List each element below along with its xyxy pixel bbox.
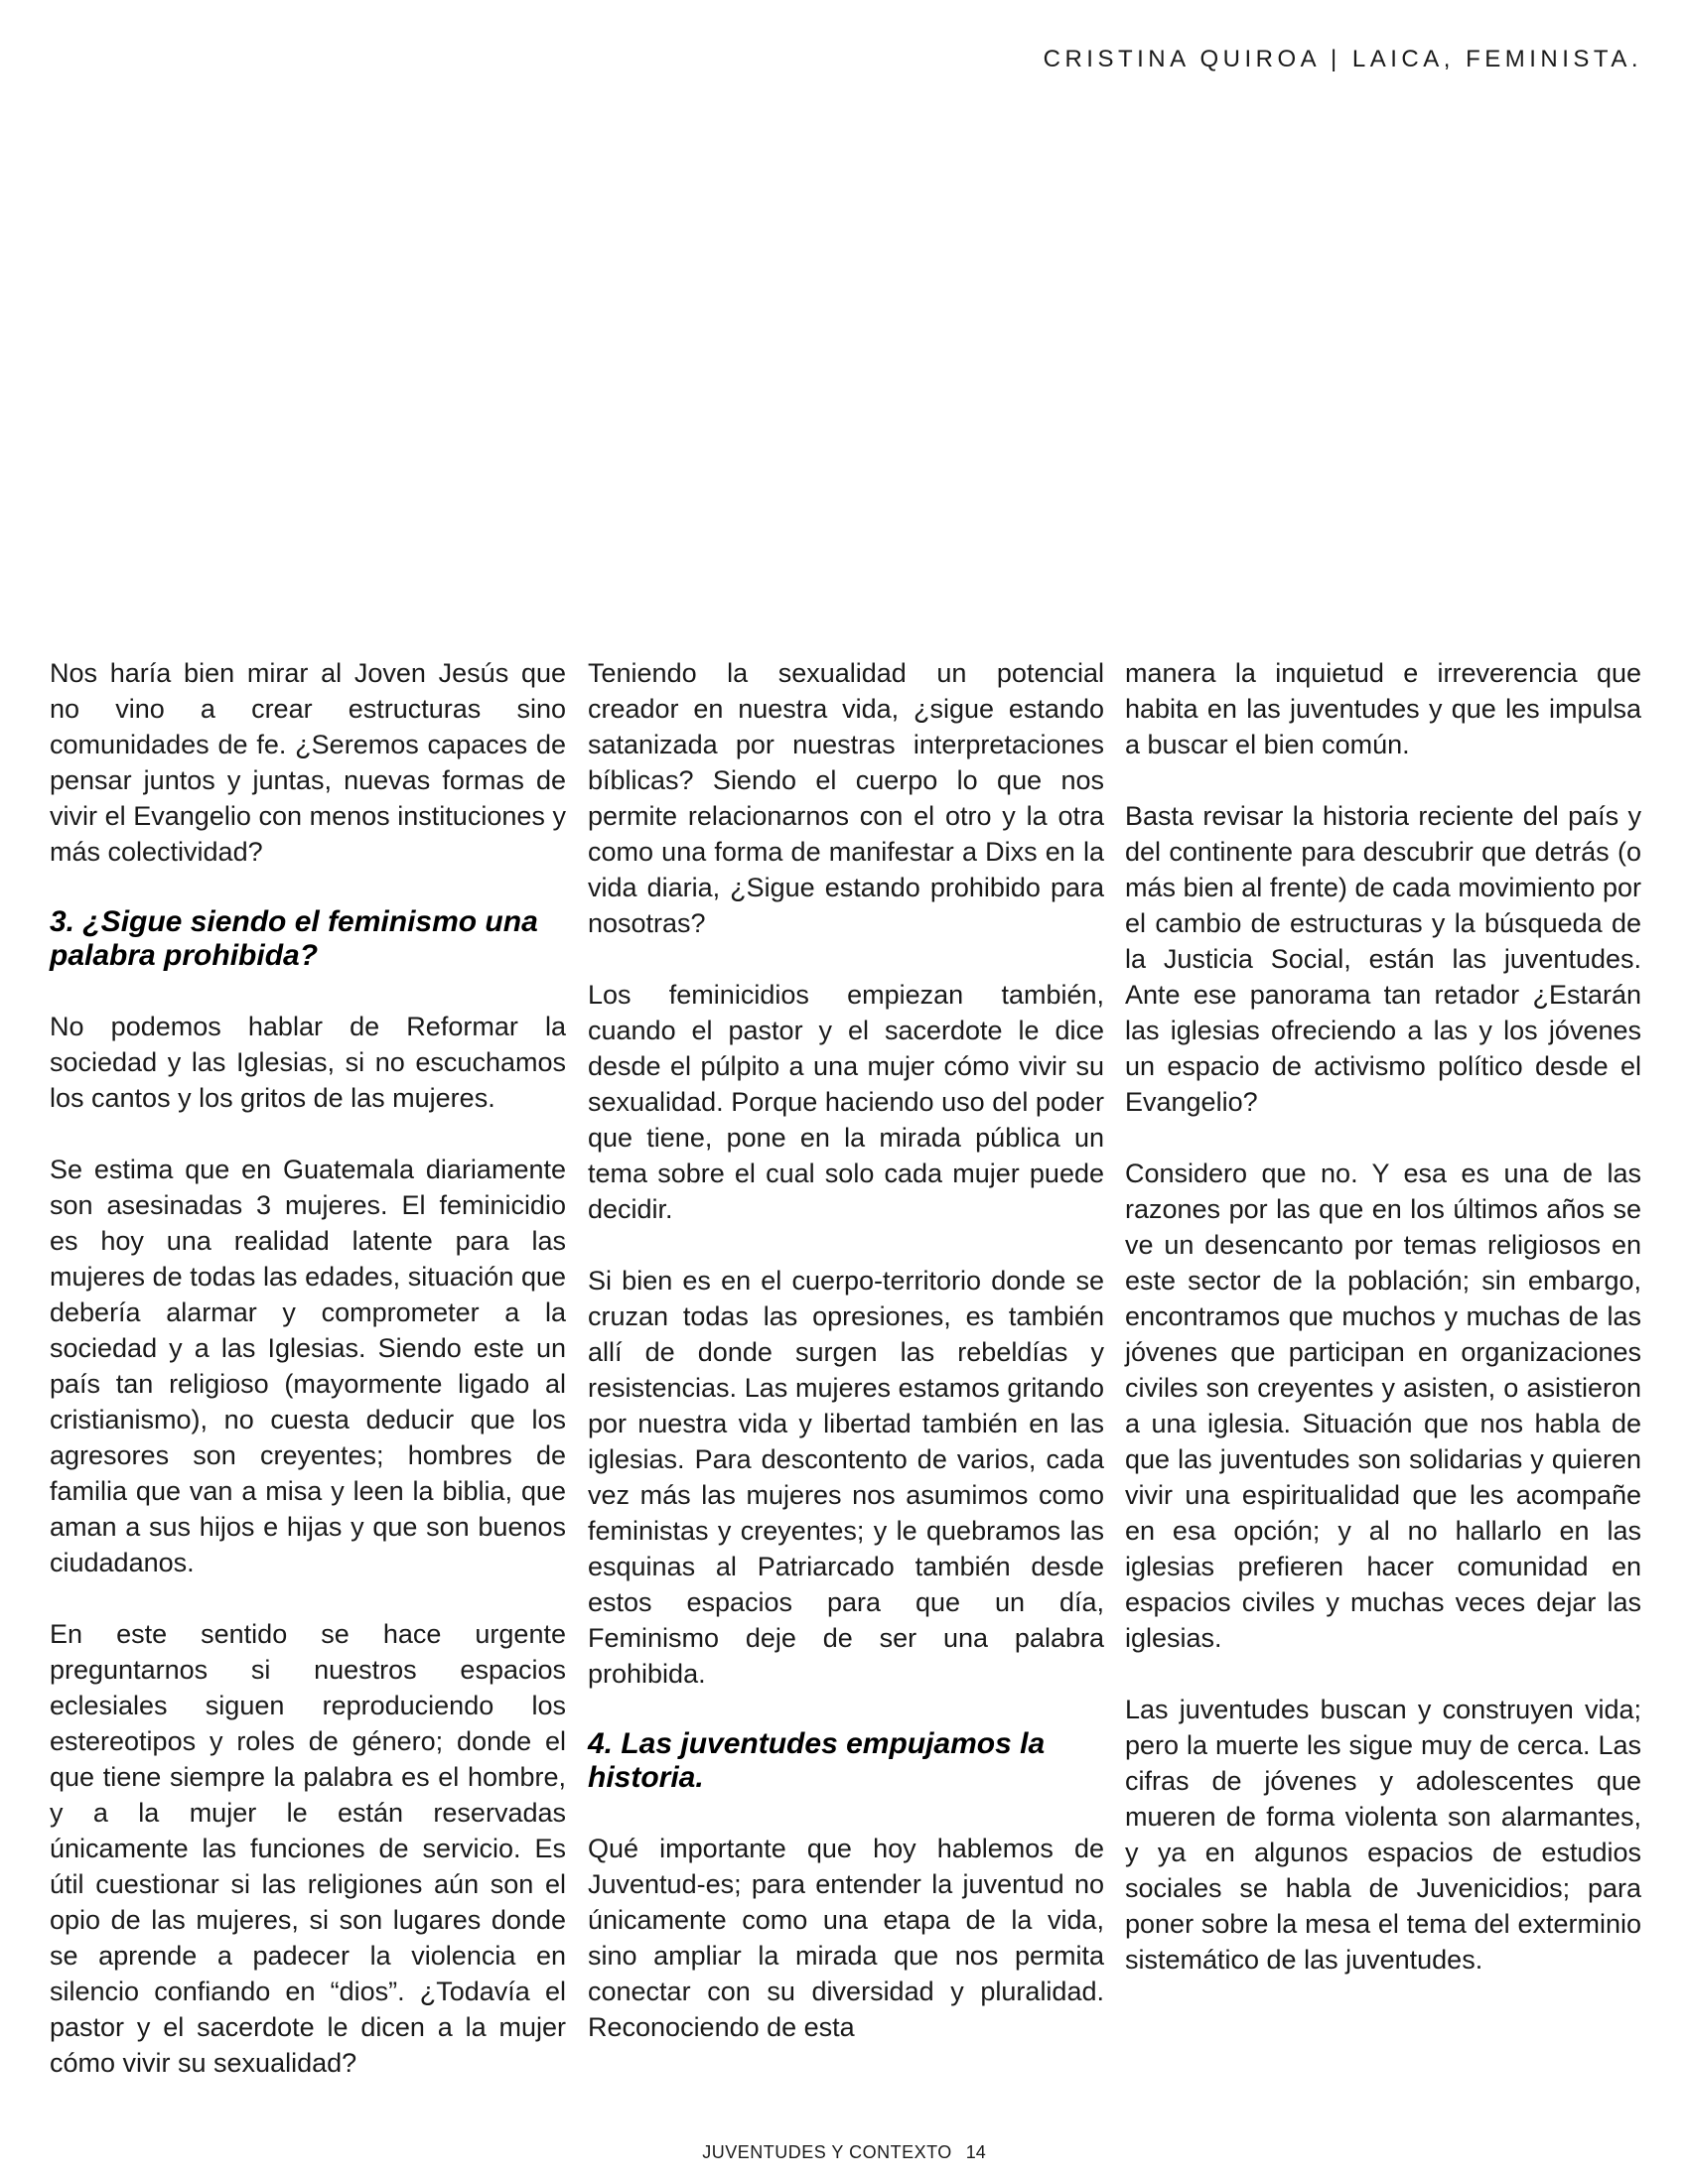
column-2: [588, 655, 1104, 2081]
section-heading-3: 3. ¿Sigue siendo el feminismo una palabra prohibida?: [50, 905, 538, 972]
section-heading-4: 4. Las juventudes empujamos la historia.: [588, 1727, 1046, 1794]
paragraph: Nos haría bien mirar al Joven Jesús que no vino a crear estructuras sino comunidades de fe. ¿Seremos capaces de pensar juntos y juntas, nuevas formas de vivir el Evangelio con menos instituciones y más colectividad?: [50, 658, 566, 867]
paragraph: Si bien es en el cuerpo-territorio donde se cruzan todas las opresiones, es también allí de donde surgen las rebeldías y resistencias. Las mujeres estamos gritando por nuestra vida y libertad también en las iglesias. Para descontento de varios, cada vez más las mujeres nos asumimos como feministas y creyentes; y le quebramos las esquinas al Patriarcado también desde estos espacios para que un día, Feminismo deje de ser una palabra prohibida.: [588, 1266, 1104, 1689]
paragraph: Qué importante que hoy hablemos de Juventud-es; para entender la juventud no únicamente como una etapa de la vida, sino ampliar la mirada que nos permita conectar con su diversidad y pluralidad. Reconociendo de esta: [588, 1834, 1104, 2042]
paragraph: Las juventudes buscan y construyen vida; pero la muerte les sigue muy de cerca. Las cifras de jóvenes y adolescentes que mueren de forma violenta son alarmantes, y ya en algunos espacios de estudios sociales se habla de Juvenicidios; para poner sobre la mesa el tema del exterminio sistemático de las juventudes.: [1125, 1695, 1641, 1975]
paragraph: Los feminicidios empiezan también, cuando el pastor y el sacerdote le dice desde el púlpito a una mujer cómo vivir su sexualidad. Porque haciendo uso del poder que tiene, pone en la mirada pública un tema sobre el cual solo cada mujer puede decidir.: [588, 980, 1104, 1224]
paragraph: Teniendo la sexualidad un potencial creador en nuestra vida, ¿sigue estando satanizada por nuestras interpretaciones bíblicas? Siendo el cuerpo lo que nos permite relacionarnos con el otro y la otra como una forma de manifestar a Dixs en la vida diaria, ¿Sigue estando prohibido para nosotras?: [588, 658, 1104, 938]
paragraph: Basta revisar la historia reciente del país y del continente para descubrir que detrás (o más bien al frente) de cada movimiento por el cambio de estructuras y la búsqueda de la Justicia Social, están las juventudes. Ante ese panorama tan retador ¿Estarán las iglesias ofreciendo a las y los jóvenes un espacio de activismo político desde el Evangelio?: [1125, 801, 1641, 1117]
article-body: [50, 655, 1641, 2085]
paragraph: No podemos hablar de Reformar la sociedad y las Iglesias, si no escuchamos los cantos y los gritos de las mujeres.: [50, 1012, 566, 1113]
publication-name: JUVENTUDES Y CONTEXTO: [702, 2142, 952, 2162]
running-header: CRISTINA QUIROA | LAICA, FEMINISTA.: [1043, 46, 1642, 72]
page-footer: [0, 2142, 1688, 2163]
column-1: [50, 655, 566, 2116]
paragraph: Se estima que en Guatemala diariamente son asesinadas 3 mujeres. El feminicidio es hoy una realidad latente para las mujeres de todas las edades, situación que debería alarmar y comprometer a la sociedad y a las Iglesias. Siendo este un país tan religioso (mayormente ligado al cristianismo), no cuesta deducir que los agresores son creyentes; hombres de familia que van a misa y leen la biblia, que aman a sus hijos e hijas y que son buenos ciudadanos.: [50, 1155, 566, 1577]
paragraph: manera la inquietud e irreverencia que habita en las juventudes y que les impulsa a buscar el bien común.: [1125, 658, 1641, 759]
page-number: 14: [965, 2142, 986, 2162]
column-3: [1125, 655, 1641, 2013]
paragraph: En este sentido se hace urgente preguntarnos si nuestros espacios eclesiales siguen reproduciendo los estereotipos y roles de género; donde el que tiene siempre la palabra es el hombre, y a la mujer le están reservadas únicamente las funciones de servicio. Es útil cuestionar si las religiones aún son el opio de las mujeres, si son lugares donde se aprende a padecer la violencia en silencio confiando en “dios”. ¿Todavía el pastor y el sacerdote le dicen a la mujer cómo vivir su sexualidad?: [50, 1619, 566, 2078]
paragraph: Considero que no. Y esa es una de las razones por las que en los últimos años se ve un desencanto por temas religiosos en este sector de la población; sin embargo, encontramos que muchos y muchas de las jóvenes que participan en organizaciones civiles son creyentes y asisten, o asistieron a una iglesia. Situación que nos habla de que las juventudes son solidarias y quieren vivir una espiritualidad que les acompañe en esa opción; y al no hallarlo en las iglesias prefieren hacer comunidad en espacios civiles y muchas veces dejar las iglesias.: [1125, 1159, 1641, 1653]
